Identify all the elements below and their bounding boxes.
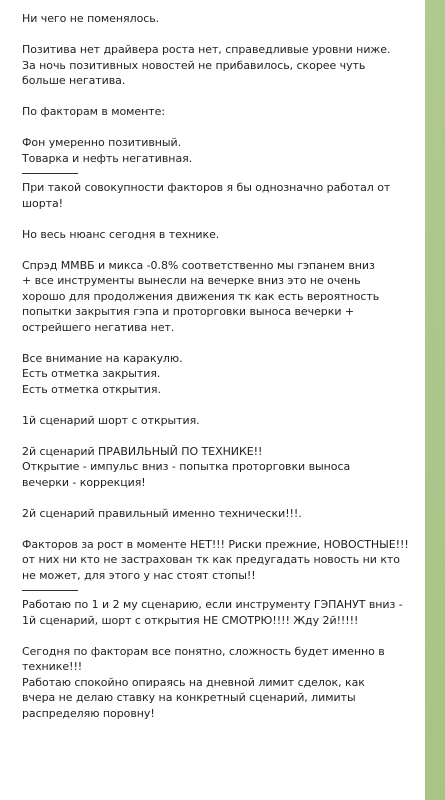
line-gap	[22, 89, 417, 105]
message-line: Но весь нюанс сегодня в технике.	[22, 227, 220, 241]
message-line: Фон умеренно позитивный.	[22, 136, 182, 149]
line-gap	[22, 335, 417, 351]
message-line: 1й сценарий, шорт с открытия НЕ СМОТРЮ!!!! Жду 2й!!!!!	[22, 613, 359, 627]
message-line: Ни чего не поменялось.	[22, 12, 160, 25]
line-gap	[22, 397, 417, 413]
message-line: За ночь позитивных новостей не прибавилось, скорее чуть	[22, 58, 366, 72]
message-line: Открытие - импульс вниз - попытка проторговки выноса	[22, 460, 351, 473]
message-line: Сегодня по факторам все понятно, сложность будет именно в	[22, 644, 385, 658]
message-line: от них ни кто не застрахован тк как предугадать новость ни кто	[22, 553, 400, 566]
line-gap	[22, 521, 417, 537]
message-line: + все инструменты вынесли на вечерке вниз это не очень	[22, 274, 361, 287]
line-gap	[22, 490, 417, 506]
message-line: вчера не делаю ставку на конкретный сценарий, лимиты	[22, 691, 356, 704]
message-line: При такой совокупности факторов я бы однозначно работал от	[22, 181, 391, 194]
message-line: технике!!!	[22, 660, 83, 673]
message-line: попытки закрытия гэпа и проторговки выноса вечерки +	[22, 305, 355, 318]
message-line: Факторов за рост в моменте НЕТ!!! Риски прежние, НОВОСТНЫЕ!!!	[22, 537, 409, 551]
message-line: Все внимание на каракулю.	[22, 351, 183, 365]
message-line: больше негатива.	[22, 74, 126, 87]
message-line: шорта!	[22, 196, 64, 210]
message-line: По факторам в моменте:	[22, 105, 165, 118]
message-line: 2й сценарий ПРАВИЛЬНЫЙ ПО ТЕХНИКЕ!!	[22, 444, 263, 458]
message-line: Есть отметка открытия.	[22, 382, 161, 396]
message-line: 1й сценарий шорт с открытия.	[22, 413, 200, 427]
message-line: острейшего негатива нет.	[22, 320, 175, 334]
message-line: Работаю спокойно опираясь на дневной лимит сделок, как	[22, 675, 365, 689]
message-line: 2й сценарий правильный именно технически!!!.	[22, 506, 302, 520]
message-line: не может, для этого у нас стоят стопы!!	[22, 568, 256, 582]
message-line: хорошо для продолжения движения тк как есть вероятность	[22, 289, 380, 303]
line-gap	[22, 120, 417, 136]
message-line: Позитива нет драйвера роста нет, справедливые уровни ниже.	[22, 43, 391, 56]
line-gap	[22, 428, 417, 444]
message-line: распределяю поровну!	[22, 706, 155, 720]
message-line: Работаю по 1 и 2 му сценарию, если инструменту ГЭПАНУТ вниз -	[22, 598, 403, 611]
line-gap	[22, 628, 417, 644]
message-line: Товарка и нефть негативная.	[22, 151, 193, 165]
line-gap	[22, 242, 417, 258]
message-line: вечерки - коррекция!	[22, 475, 146, 489]
line-gap	[22, 27, 417, 43]
message-line: Спрэд ММВБ и микса -0.8% соответственно мы гэпанем вниз	[22, 258, 375, 272]
line-gap	[22, 211, 417, 227]
message-line: Есть отметка закрытия.	[22, 367, 161, 380]
